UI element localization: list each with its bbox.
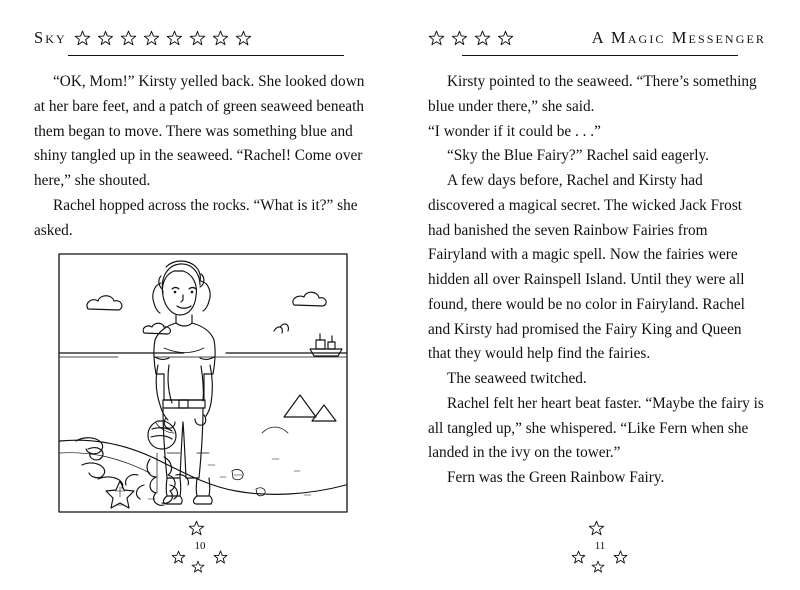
left-running-head-text: Sky: [34, 28, 67, 47]
star-icon: [120, 30, 137, 47]
right-running-head-text: A Magic Messenger: [591, 28, 766, 47]
star-icon: [213, 550, 228, 565]
star-icon: [588, 520, 605, 537]
left-running-head: [34, 18, 372, 58]
left-page-number: 10: [194, 540, 206, 552]
paragraph: “OK, Mom!” Kirsty yelled back. She looked down at her bare feet, and a patch of green seaweed beneath them began to move. There was something blue and shiny tangled up in the seaweed. “Rachel! Come over here,” she shouted.: [34, 73, 365, 190]
right-page: [400, 0, 800, 590]
star-icon: [143, 30, 160, 47]
star-icon: [166, 30, 183, 47]
left-body-text: [34, 70, 372, 243]
beach-scene-svg: [58, 253, 348, 513]
paragraph: The seaweed twitched.: [447, 370, 587, 388]
star-icon: [235, 30, 252, 47]
left-folio-inner: [169, 520, 231, 574]
star-icon: [188, 520, 205, 537]
left-head-star-row: [74, 30, 252, 47]
star-icon: [497, 30, 514, 47]
paragraph: A few days before, Rachel and Kirsty had discovered a magical secret. The wicked Jack Frost had banished the seven Rainbow Fairies from Fairyland with a magic spell. Now the fairies were hidden all over Rainspell Island. Until they were all found, there would be no color in Fairyland. Rachel and Kirsty had promised the Fairy King and Queen that they would help find the fairies.: [428, 172, 745, 363]
star-icon: [189, 30, 206, 47]
paragraph: Rachel hopped across the rocks. “What is it?” she asked.: [34, 196, 358, 239]
star-icon: [613, 550, 628, 565]
star-icon: [74, 30, 91, 47]
left-head-rule: [68, 55, 344, 56]
right-running-head: [428, 18, 766, 58]
left-folio: [0, 520, 400, 574]
star-icon: [212, 30, 229, 47]
paragraph: Fern was the Green Rainbow Fairy.: [447, 469, 665, 487]
star-icon: [591, 560, 605, 574]
paragraph: Kirsty pointed to the seaweed. “There’s something blue under there,” she said.: [428, 73, 757, 115]
paragraph: Rachel felt her heart beat faster. “Maybe the fairy is all tangled up,” she whispered. “Like Fern when she landed in the ivy on the tower.”: [428, 394, 764, 462]
paragraph: “I wonder if it could be . . .”: [428, 122, 601, 140]
star-icon: [474, 30, 491, 47]
right-body-text: [428, 70, 766, 491]
right-page-number: 11: [594, 540, 606, 552]
right-folio-inner: [569, 520, 631, 574]
paragraph: “Sky the Blue Fairy?” Rachel said eagerly.: [447, 147, 709, 165]
star-icon: [97, 30, 114, 47]
star-icon: [428, 30, 445, 47]
star-icon: [451, 30, 468, 47]
star-icon: [171, 550, 186, 565]
star-icon: [571, 550, 586, 565]
illustration-girl-on-beach: [34, 253, 372, 513]
right-head-rule: [462, 55, 738, 56]
right-head-star-row: [428, 30, 514, 47]
star-icon: [191, 560, 205, 574]
right-folio: [400, 520, 800, 574]
